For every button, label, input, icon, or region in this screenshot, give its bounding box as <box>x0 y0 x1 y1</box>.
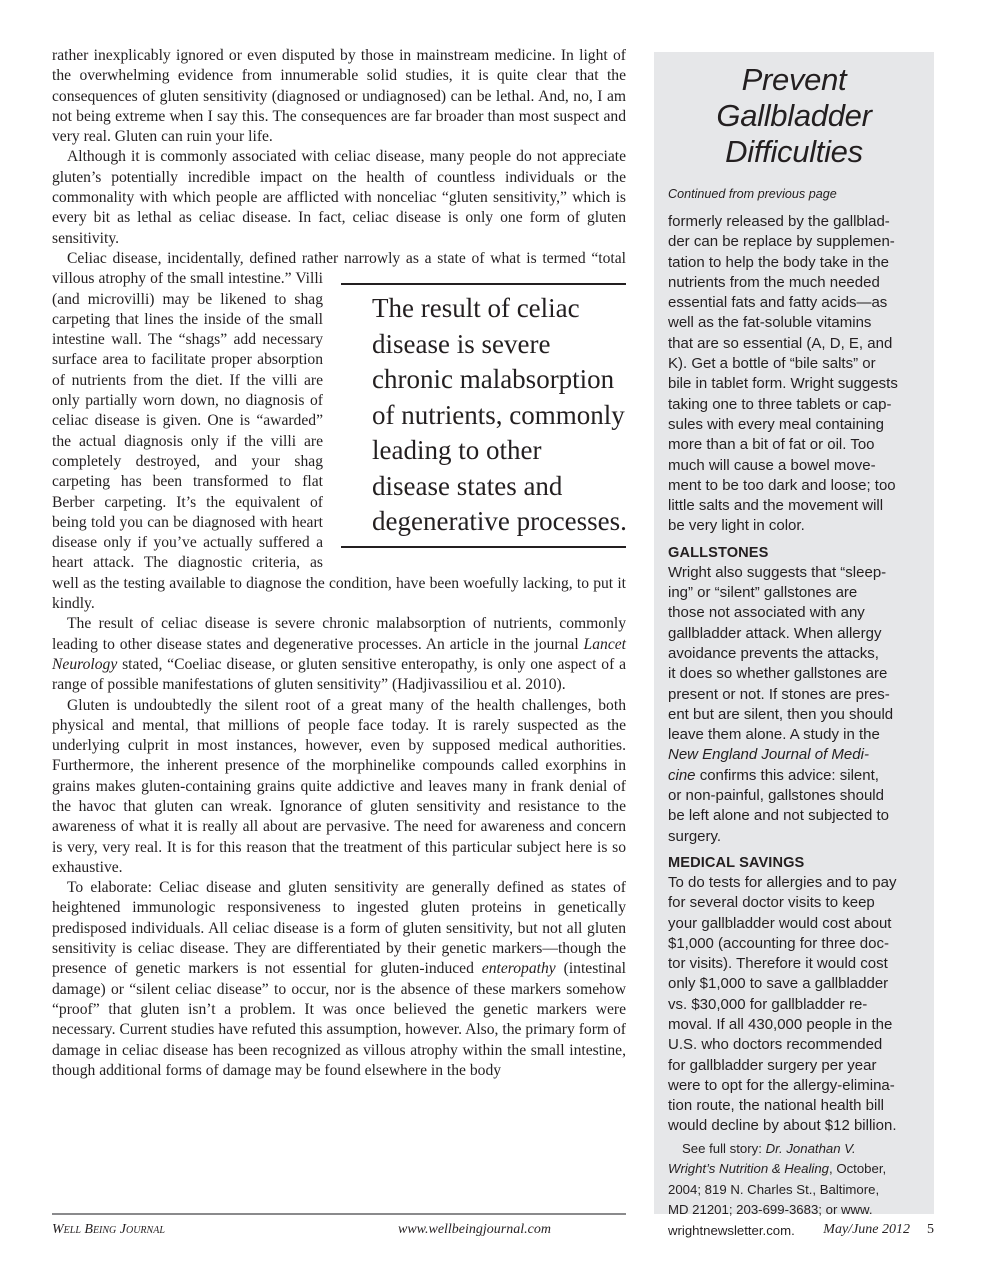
text-line: much will cause a bowel move- <box>668 456 876 474</box>
pull-quote-line: disease is severe <box>372 328 551 359</box>
sidebar-intro <box>668 212 920 537</box>
pull-quote-line: of nutrients, commonly <box>372 399 625 430</box>
text-line: $1,000 (accounting for three doc- <box>668 934 889 952</box>
text-line: for several doctor visits to keep <box>668 894 875 912</box>
text-line: gallbladder attack. When allergy <box>668 624 882 642</box>
text-line: sules with every meal containing <box>668 415 884 433</box>
article-paragraph: rather inexplicably ignored or even disputed by those in mainstream medicine. In light of the overwhelming evidence from innumerable solid studies, it is quite clear that the consequences of gluten sensitivity (diagnosed or undiagnosed) can be lethal. And, no, I am not being extreme when I say this. The consequences are far broader than most suspect and very real. Gluten can ruin your life. <box>52 47 626 146</box>
issue-date: May/June 2012 <box>823 1222 910 1237</box>
text-line: tion route, the national health bill <box>668 1097 884 1115</box>
text-line: little salts and the movement will <box>668 497 884 515</box>
text-line: To do tests for allergies and to pay <box>668 873 897 891</box>
text-line: wrightnewsletter.com. <box>668 1222 795 1238</box>
text-line: 2004; 819 N. Charles St., Baltimore, <box>668 1181 880 1197</box>
source-publication: Wright’s Nutrition & Healing <box>668 1161 829 1177</box>
text-line: K). Get a bottle of “bile salts” or <box>668 355 876 373</box>
paragraph-text: To elaborate: Celiac disease and gluten sensitivity are generally defined as states of heightened immunologic responsiveness to ingested gluten proteins in genetically predisposed individuals. All celiac disease is a form of gluten sensitivity, but not all gluten sensitivity is celiac disease. They are differentiated by their genetic markers—though the presence of genetic markers is not essential for gluten-induced <box>52 879 626 978</box>
text-line: those not associated with any <box>668 604 865 622</box>
text-line: formerly released by the gallblad- <box>668 213 890 230</box>
sidebar-title-line: Difficulties <box>725 134 863 169</box>
journal-title-end: cine <box>668 766 696 784</box>
paragraph-text: Celiac disease, incidentally, defined rather narrowly as a state of what is <box>67 249 543 267</box>
text-line: that are so essential (A, D, E, and <box>668 334 893 352</box>
pull-quote-line: disease states and <box>372 470 563 501</box>
text-line: essential fats and fatty acids—as <box>668 294 888 312</box>
medical-savings-heading: MEDICAL SAVINGS <box>668 854 805 871</box>
text-line: it does so whether gallstones are <box>668 665 888 683</box>
text-line: present or not. If stones are pres- <box>668 685 890 703</box>
page-number: 5 <box>927 1222 934 1237</box>
text-line: surgery. <box>668 827 722 845</box>
paragraph-text: (intestinal damage) or “silent celiac disease” to occur, nor is the absence of these markers somehow “proof” that gluten isn’t a problem. It was once believed the genetic markers were necessary. Current studies have refuted this assumption, however. Also, the primary form of damage in celiac disease has been recognized as villous atrophy within the small intestine, though additional forms of damage may be found elsewhere in the body <box>52 960 626 1079</box>
text-line: taking one to three tablets or cap- <box>668 395 892 413</box>
text-line: ing” or “silent” gallstones are <box>668 584 858 602</box>
text-line: be very light in color. <box>668 517 805 535</box>
text-line: tation to help the body take in the <box>668 253 889 271</box>
article-body <box>52 46 626 1081</box>
article-paragraph: Although it is commonly associated with celiac disease, many people do not appreciate gluten’s potentially incredible impact on the health of countless individuals or the commonality with which people are afflicted with nonceliac “gluten sensitivity,” which is every bit as lethal as celiac disease. In fact, celiac disease is only one form of gluten sensitivity. <box>52 148 626 247</box>
article-paragraph <box>52 614 626 695</box>
text-line: bile in tablet form. Wright suggests <box>668 375 898 393</box>
text-line: for gallbladder surgery per year <box>668 1056 877 1074</box>
source-author: Dr. Jonathan V. <box>765 1140 856 1156</box>
journal-name: Well Being Journal <box>52 1222 165 1237</box>
text-line: Wright also suggests that “sleep- <box>668 563 887 581</box>
line-text: confirms this advice: silent, <box>695 766 879 784</box>
page-footer <box>52 1222 934 1242</box>
paragraph-text: stated, “Coeliac disease, or gluten sensitive enteropathy, is only one aspect of a range of possible manifestations of gluten sensitivity” (Hadjivassiliou et al. 2010). <box>52 655 626 694</box>
source-text: , October, <box>829 1161 887 1177</box>
text-line: moval. If all 430,000 people in the <box>668 1015 893 1033</box>
text-line: nutrients from the much needed <box>668 273 880 291</box>
pull-quote <box>341 283 626 548</box>
footer-divider <box>52 1213 626 1215</box>
text-line: would decline by about $12 billion. <box>668 1117 897 1135</box>
gallstones-text <box>668 563 920 847</box>
sidebar-title <box>660 62 928 170</box>
pull-quote-line: chronic malabsorption <box>372 364 615 395</box>
paragraph-text: The result of celiac disease is severe chronic malabsorption of nutrients, commonly leading to other disease states and degenerative processes. termed “total villous atrophy of the small intestine.” Villi (and microvilli) may be likened to shag carpeting that lines the inside of the small intestine wall. The “shags” add necessary surface area to facilitate proper absorption of nutrients from the diet. If the villi are only partially worn down, no diagnosis of celiac disease is given. One is “awarded” the actual diagnosis only if the villi are completely destroyed, and your shag carpeting has been transformed to flat Berber carpeting. It’s the equivalent of being told you can be diagnosed with heart disease only if you’ve actually suffered a heart attack. The diagnostic criteria, as well as the testing available to diagnose the condition, have been woefully lacking, to put it kindly. <box>52 249 627 613</box>
text-line: be left alone and not subjected to <box>668 807 890 825</box>
article-paragraph: Gluten is undoubtedly the silent root of a great many of the health challenges, both physical and mental, that millions of people face today. It is rarely suspected as the underlying culprit in most instances, however, even by supposed medical authorities. Furthermore, the inherent presence of the morphinelike compounds called exorphins in grains makes gluten-containing grains quite addictive and leaves many in frank denial of the havoc that gluten can wreak. Ignorance of gluten sensitivity and resistance to the awareness of what it is really all about are pervasive. The need for awareness and concern is very, very real. It is for this reason that the treatment of this particular subject here is so exhaustive. <box>52 696 626 876</box>
text-line: more than a bit of fat or oil. Too <box>668 436 875 454</box>
pull-quote-line: The result of celiac <box>372 293 580 324</box>
source-line <box>668 1159 920 1180</box>
text-line: ent but are silent, then you should <box>668 705 894 723</box>
sidebar-title-line: Prevent Gallbladder <box>716 62 872 133</box>
text-line: tor visits). Therefore it would cost <box>668 955 888 973</box>
article-paragraph-villi <box>52 249 626 614</box>
pull-quote-line: degenerative processes. <box>372 506 627 537</box>
source-prefix: See full story: <box>682 1140 766 1156</box>
journal-line-end <box>668 766 920 786</box>
text-line: U.S. who doctors recommended <box>668 1036 883 1054</box>
gallstones-heading: GALLSTONES <box>668 544 769 561</box>
term-enteropathy: enteropathy <box>481 960 556 978</box>
text-line: der can be replace by supplemen- <box>668 233 895 251</box>
text-line: leave them alone. A study in the <box>668 726 880 744</box>
text-line: ment to be too dark and loose; too <box>668 476 896 494</box>
article-paragraph <box>52 878 626 1081</box>
text-line: only $1,000 to save a gallbladder <box>668 975 889 993</box>
journal-title: New England Journal of Medi- <box>668 746 869 764</box>
journal-title: Lancet Neurology <box>52 635 626 673</box>
text-line: well as the fat-soluble vitamins <box>668 314 872 332</box>
text-line: avoidance prevents the attacks, <box>668 644 879 662</box>
text-line: vs. $30,000 for gallbladder re- <box>668 995 868 1013</box>
text-line: were to opt for the allergy-elimina- <box>668 1076 895 1094</box>
paragraph-text: The result of celiac disease is severe chronic malabsorption of nutrients, commonly leading to other disease states and degenerative processes. An article in the journal <box>52 615 626 653</box>
source-line <box>668 1139 920 1160</box>
pull-quote-line: leading to other <box>372 435 542 466</box>
journal-line <box>668 745 920 765</box>
continued-note: Continued from previous page <box>668 187 837 201</box>
text-line: your gallbladder would cost about <box>668 914 892 932</box>
gallstones-text-a <box>668 563 920 746</box>
text-line: MD 21201; 203-699-3683; or www. <box>668 1202 873 1218</box>
gallstones-text-b <box>668 786 920 847</box>
journal-url: www.wellbeingjournal.com <box>398 1222 551 1237</box>
text-line: or non-painful, gallstones should <box>668 787 884 805</box>
medical-savings-text <box>668 873 920 1137</box>
